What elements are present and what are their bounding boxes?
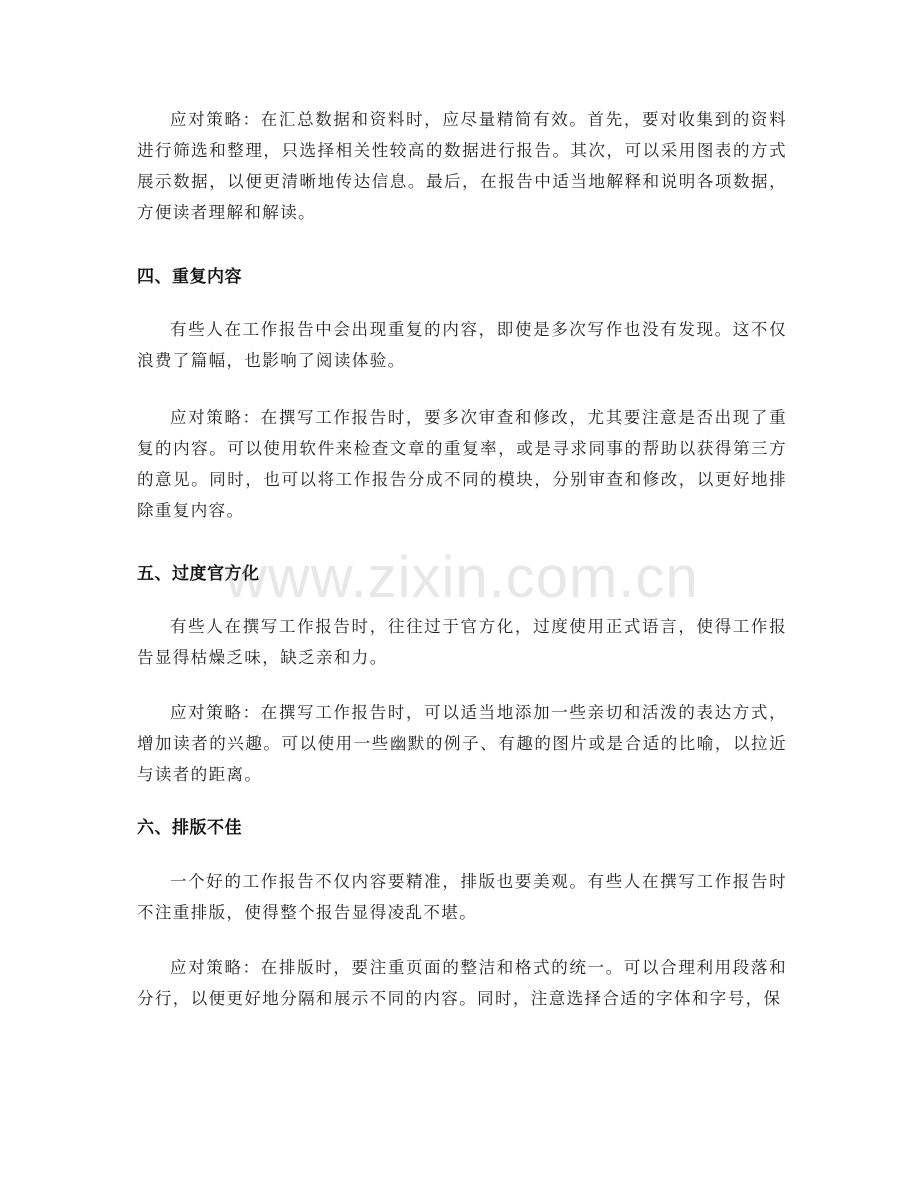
section-heading-repeated-content: 四、重复内容 [137, 267, 242, 287]
section-heading-over-official: 五、过度官方化 [137, 564, 260, 584]
section-heading-poor-layout: 六、排版不佳 [137, 818, 242, 838]
paragraph-repeated-content-strategy: 应对策略：在撰写工作报告时，要多次审查和修改，尤其要注意是否出现了重复的内容。可以使用软件来检查文章的重复率，或是寻求同事的帮助以获得第三方的意见。同时，也可以将工作报告分成不同的模块，分别审查和修改，以更好地排除重复内容。 [137, 408, 787, 520]
paragraph-strategy-summary: 应对策略：在汇总数据和资料时，应尽量精简有效。首先，要对收集到的资料进行筛选和整理，只选择相关性较高的数据进行报告。其次，可以采用图表的方式展示数据，以便更清晰地传达信息。最后，在报告中适当地解释和说明各项数据，方便读者理解和解读。 [137, 110, 787, 222]
paragraph-poor-layout-problem: 一个好的工作报告不仅内容要精准，排版也要美观。有些人在撰写工作报告时不注重排版，使得整个报告显得凌乱不堪。 [137, 872, 787, 922]
watermark-text: www.zixin.com.cn [225, 545, 699, 610]
paragraph-over-official-problem: 有些人在撰写工作报告时，往往过于官方化，过度使用正式语言，使得工作报告显得枯燥乏味，缺乏亲和力。 [137, 617, 787, 667]
paragraph-poor-layout-strategy: 应对策略：在排版时，要注重页面的整洁和格式的统一。可以合理利用段落和分行，以便更好地分隔和展示不同的内容。同时，注意选择合适的字体和字号，保 [137, 958, 787, 1008]
paragraph-over-official-strategy: 应对策略：在撰写工作报告时，可以适当地添加一些亲切和活泼的表达方式，增加读者的兴趣。可以使用一些幽默的例子、有趣的图片或是合适的比喻，以拉近与读者的距离。 [137, 703, 787, 784]
paragraph-repeated-content-problem: 有些人在工作报告中会出现重复的内容，即使是多次写作也没有发现。这不仅浪费了篇幅，也影响了阅读体验。 [137, 320, 787, 370]
